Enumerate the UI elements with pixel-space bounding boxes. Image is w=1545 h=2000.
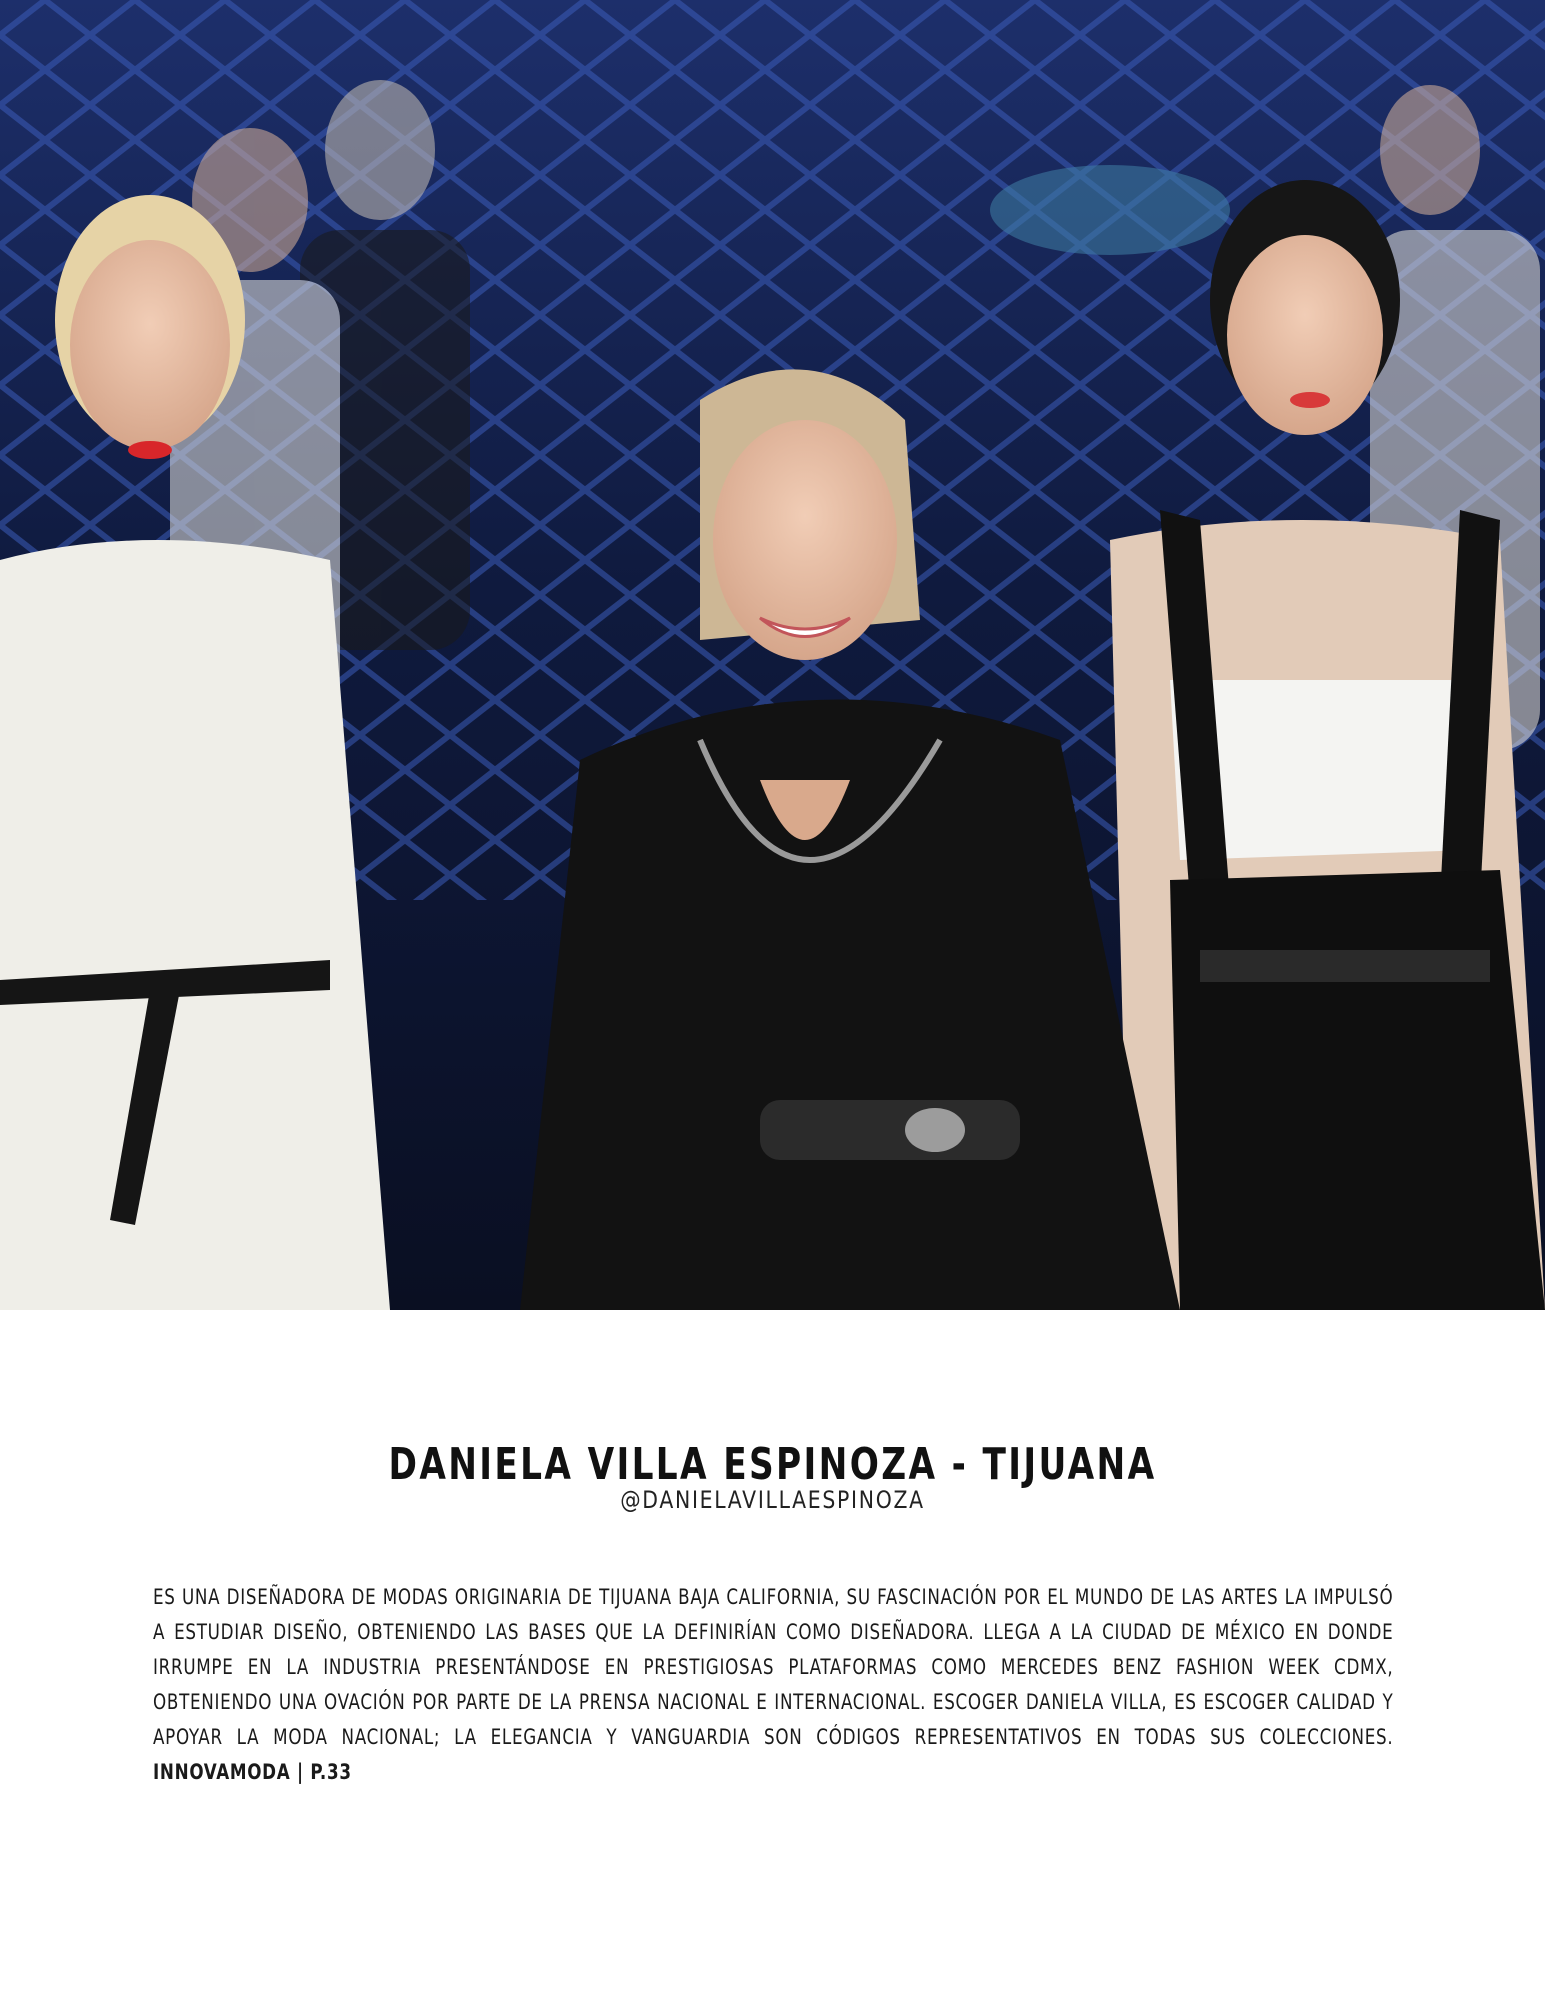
instagram-handle: @DANIELAVILLAESPINOZA: [620, 1486, 925, 1514]
source-credit: INNOVAMODA | P.33: [153, 1760, 352, 1784]
article-body: [153, 1580, 1393, 1790]
designer-title: DANIELA VILLA ESPINOZA - TIJUANA: [388, 1439, 1157, 1491]
article-body-wrapper: [153, 1580, 1393, 1790]
article-body-text: ES UNA DISEÑADORA DE MODAS ORIGINARIA DE TIJUANA BAJA CALIFORNIA, SU FASCINACIÓN POR EL MUNDO DE LAS ARTES LA IMPULSÓ A ESTUDIAR DISEÑO, OBTENIENDO LAS BASES QUE LA DEFINIRÍAN COMO DISEÑADORA. LLEGA A LA CIUDAD DE MÉXICO EN DONDE IRRUMPE EN LA INDUSTRIA PRESENTÁNDOSE EN PRESTIGIOSAS PLATAFORMAS COMO MERCEDES BENZ FASHION WEEK CDMX, OBTENIENDO UNA OVACIÓN POR PARTE DE LA PRENSA NACIONAL E INTERNACIONAL. ESCOGER DANIELA VILLA, ES ESCOGER CALIDAD Y APOYAR LA MODA NACIONAL; LA ELEGANCIA Y VANGUARDIA SON CÓDIGOS REPRESENTATIVOS EN TODAS SUS COLECCIONES.: [153, 1585, 1394, 1749]
